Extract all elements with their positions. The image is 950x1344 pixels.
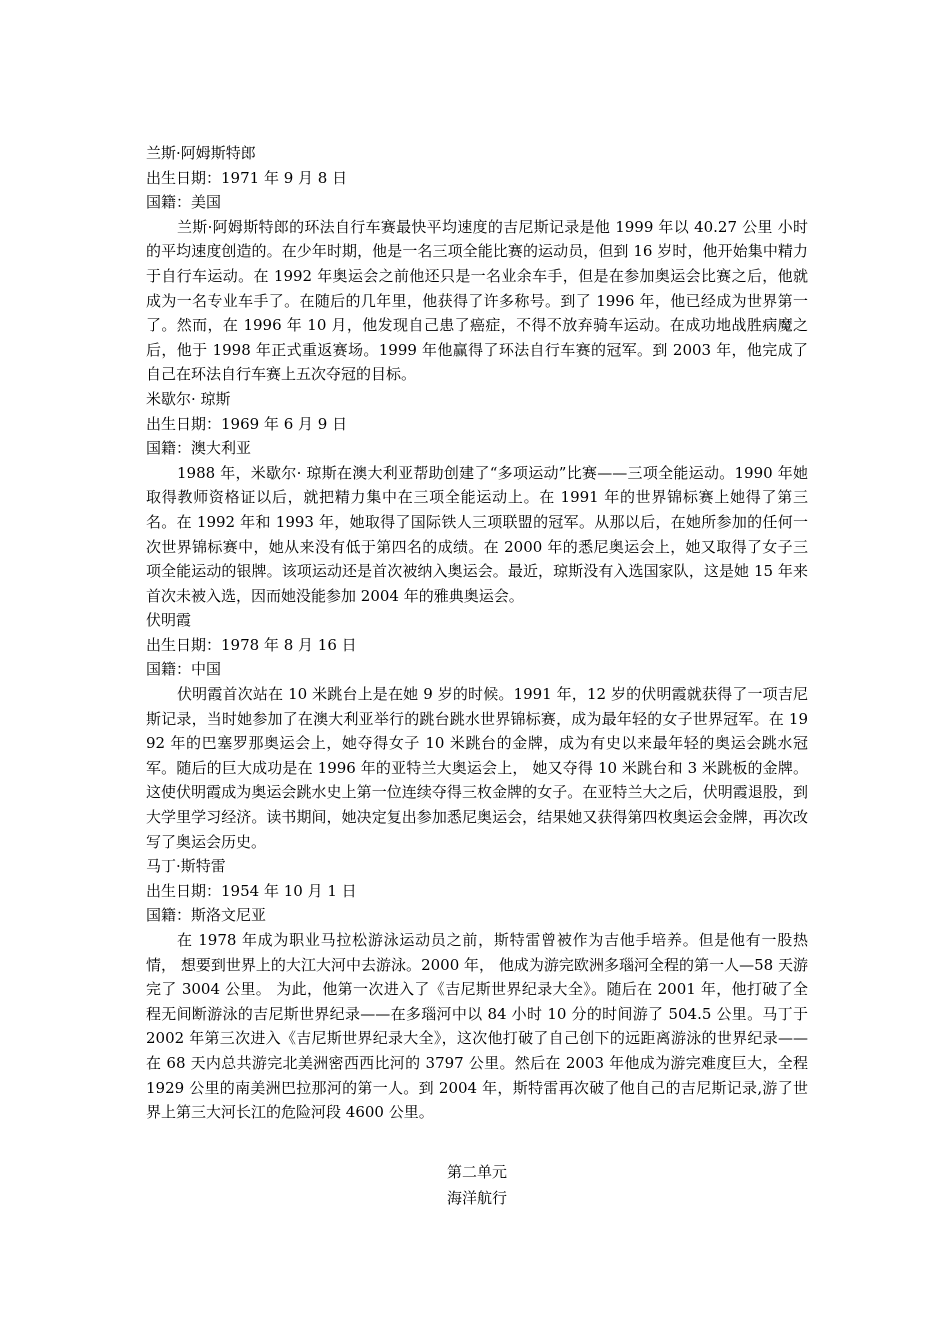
athlete-entry-fu-mingxia xyxy=(146,608,808,854)
athlete-name: 米歇尔· 琼斯 xyxy=(146,389,231,408)
unit-number-heading: 第二单元 xyxy=(446,1163,507,1181)
athlete-entry-strel xyxy=(146,854,808,1125)
athlete-entry-armstrong xyxy=(146,141,808,387)
athlete-nationality: 国籍：澳大利亚 xyxy=(146,439,252,458)
athlete-birth-date: 出生日期：1969 年 6 月 9 日 xyxy=(146,414,348,433)
athlete-birth-date: 出生日期：1954 年 10 月 1 日 xyxy=(146,881,357,900)
athlete-nationality: 国籍：中国 xyxy=(146,660,222,679)
athlete-bio: 伏明霞首次站在 10 米跳台上是在她 9 岁的时候。1991 年，12 岁的伏明霞就获得了一项吉尼斯记录，当时她参加了在澳大利亚举行的跳台跳水世界锦标赛，成为最年轻的女子世界冠军。在 1992 年的巴塞罗那奥运会上，她夺得女子 10 米跳台的金牌，成为有史以来最年轻的奥运会跳水冠军。随后的巨大成功是在 1996 年的亚特兰大奥运会上， 她又夺得 10 米跳台和 3 米跳板的金牌。这使伏明霞成为奥运会跳水史上第一位连续夺得三枚金牌的女子。在亚特兰大之后，伏明霞退股，到大学里学习经济。读书期间，她决定复出参加悉尼奥运会，结果她又获得第四枚奥运会金牌，再次改写了奥运会历史。 xyxy=(146,685,808,851)
athlete-name: 兰斯·阿姆斯特郎 xyxy=(146,144,256,162)
athlete-nationality: 国籍：美国 xyxy=(146,193,222,212)
athlete-birth-date: 出生日期：1978 年 8 月 16 日 xyxy=(146,635,357,654)
athlete-birth-date: 出生日期：1971 年 9 月 8 日 xyxy=(146,168,348,187)
athlete-name: 马丁·斯特雷 xyxy=(146,857,226,876)
unit-title-heading: 海洋航行 xyxy=(446,1189,507,1207)
athlete-nationality: 国籍：斯洛文尼亚 xyxy=(146,906,267,925)
athlete-bio: 在 1978 年成为职业马拉松游泳运动员之前，斯特雷曾被作为吉他手培养。但是他有一股热情， 想要到世界上的大江大河中去游泳。2000 年， 他成为游完欧洲多瑙河全程的第一人—58 天游完了 3004 公里。 为此，他第一次进入了《吉尼斯世界纪录大全》。随后在 2001 年，他打破了全程无间断游泳的吉尼斯世界纪录——在多瑙河中以 84 小时 10 分的时间游了 504.5 公里。马丁于 2002 年第三次进入《吉尼斯世界纪录大全》，这次他打破了自己创下的远距离游泳的世界纪录——在 68 天内总共游完北美洲密西西比河的 3797 公里。然后在 2003 年他成为游完难度巨大，全程 1929 公里的南美洲巴拉那河的第一人。到 2004 年，斯特雷再次破了他自己的吉尼斯记录,游了世界上第三大河长江的危险河段 4600 公里。 xyxy=(146,931,808,1122)
athlete-name: 伏明霞 xyxy=(146,611,192,630)
document-body xyxy=(146,141,808,1125)
athlete-bio: 兰斯·阿姆斯特郎的环法自行车赛最快平均速度的吉尼斯记录是他 1999 年以 40.27 公里 小时的平均速度创造的。在少年时期，他是一名三项全能比赛的运动员，但到 16 岁时，他开始集中精力于自行车运动。在 1992 年奥运会之前他还只是一名业余车手，但是在参加奥运会比赛之后，他就成为一名专业车手了。在随后的几年里，他获得了许多称号。到了 1996 年，他已经成为世界第一了。然而，在 1996 年 10 月，他发现自己患了癌症，不得不放弃骑车运动。在成功地战胜病魔之后，他于 1998 年正式重返赛场。1999 年他赢得了环法自行车赛的冠军。到 2003 年，他完成了自己在环法自行车赛上五次夺冠的目标。 xyxy=(146,217,808,384)
athlete-bio: 1988 年，米歇尔· 琼斯在澳大利亚帮助创建了“多项运动”比赛——三项全能运动。1990 年她取得教师资格证以后，就把精力集中在三项全能运动上。在 1991 年的世界锦标赛上她得了第三名。在 1992 年和 1993 年，她取得了国际铁人三项联盟的冠军。从那以后，在她所参加的任何一次世界锦标赛中，她从来没有低于第四名的成绩。在 2000 年的悉尼奥运会上，她又取得了女子三项全能运动的银牌。该项运动还是首次被纳入奥运会。最近，琼斯没有入选国家队，这是她 15 年来首次未被入选，因而她没能参加 2004 年的雅典奥运会。 xyxy=(146,463,808,605)
athlete-entry-jones xyxy=(146,387,808,608)
